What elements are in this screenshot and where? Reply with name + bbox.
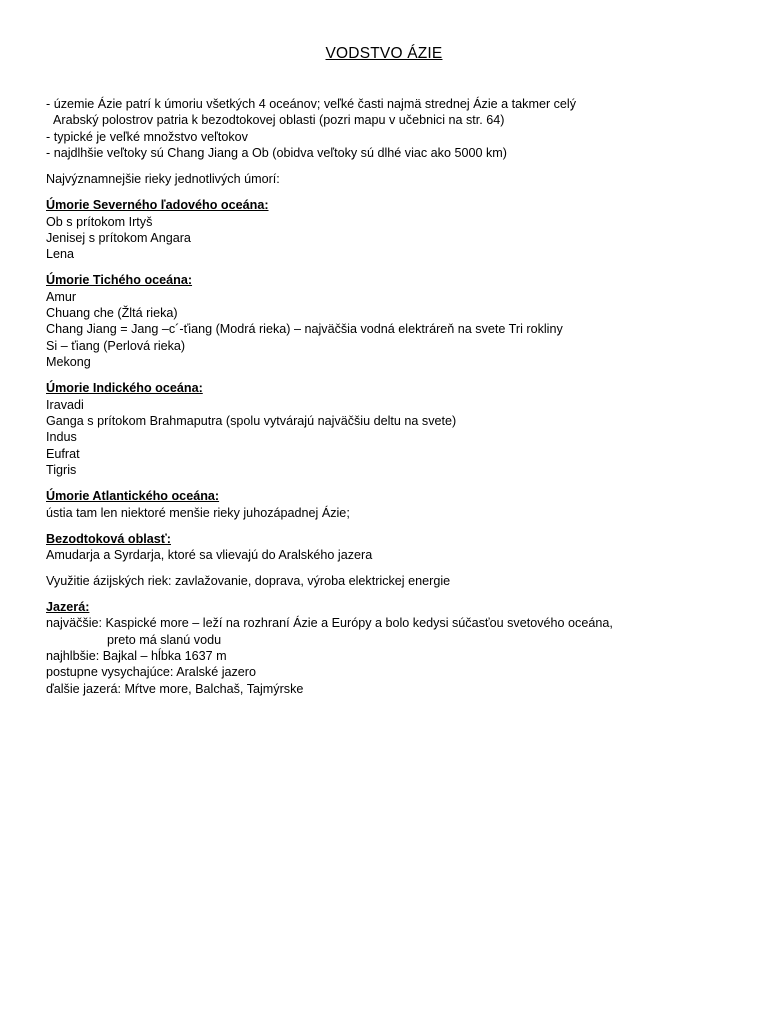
list-item: Jenisej s prítokom Angara xyxy=(46,230,191,245)
list-item: Mekong xyxy=(46,355,91,370)
list-item: Eufrat xyxy=(46,446,80,461)
list-item: Ganga s prítokom Brahmaputra (spolu vytvárajú najväčšiu deltu na svete) xyxy=(46,414,457,429)
indian-heading: Úmorie Indického oceána: xyxy=(46,381,203,396)
usage-line: Využitie ázijských riek: zavlažovanie, doprava, výroba elektrickej energie xyxy=(46,573,451,588)
list-item: Indus xyxy=(46,430,77,445)
atlantic-heading: Úmorie Atlantického oceána: xyxy=(46,489,220,504)
pacific-heading: Úmorie Tichého oceána: xyxy=(46,273,193,288)
list-item: Amudarja a Syrdarja, ktoré sa vlievajú do Aralského jazera xyxy=(46,547,373,562)
lakes-heading: Jazerá: xyxy=(46,599,90,614)
list-item: Lena xyxy=(46,247,75,262)
rivers-intro: Najvýznamnejšie rieky jednotlivých úmorí: xyxy=(46,172,280,187)
list-item: Chang Jiang = Jang –c´-ťiang (Modrá rieka) – najväčšia vodná elektráreň na svete Tri rokliny xyxy=(46,322,563,337)
intro-line-1: - územie Ázie patrí k úmoriu všetkých 4 oceánov; veľké časti najmä strednej Ázie a takmer celý xyxy=(46,97,577,111)
list-item: ústia tam len niektoré menšie rieky juhozápadnej Ázie; xyxy=(46,505,350,520)
document-body xyxy=(46,96,736,697)
intro-line-3: - typické je veľké množstvo veľtokov xyxy=(46,129,248,144)
list-item: Ob s prítokom Irtyš xyxy=(46,214,153,229)
endorheic-heading: Bezodtoková oblasť: xyxy=(46,531,171,546)
list-item: Tigris xyxy=(46,463,77,478)
intro-line-2: Arabský polostrov patria k bezodtokovej oblasti (pozri mapu v učebnici na str. 64) xyxy=(53,113,505,128)
intro-line-4: - najdlhšie veľtoky sú Chang Jiang a Ob (obidva veľtoky sú dlhé viac ako 5000 km) xyxy=(46,146,507,161)
list-item: Iravadi xyxy=(46,397,84,412)
lakes-drying: postupne vysychajúce: Aralské jazero xyxy=(46,665,257,680)
lakes-others: ďalšie jazerá: Mŕtve more, Balchaš, Tajmýrske xyxy=(46,681,304,696)
lakes-largest: najväčšie: Kaspické more – leží na rozhraní Ázie a Európy a bolo kedysi súčasťou svetového oceána, xyxy=(46,616,613,631)
lakes-largest-continued: preto má slanú vodu xyxy=(107,632,222,647)
document-title: VODSTVO ÁZIE xyxy=(325,45,443,62)
list-item: Amur xyxy=(46,289,77,304)
list-item: Si – ťiang (Perlová rieka) xyxy=(46,338,186,353)
lakes-deepest: najhlbšie: Bajkal – hĺbka 1637 m xyxy=(46,649,227,664)
arctic-heading: Úmorie Severného ľadového oceána: xyxy=(46,198,269,213)
list-item: Chuang che (Žltá rieka) xyxy=(46,306,178,321)
